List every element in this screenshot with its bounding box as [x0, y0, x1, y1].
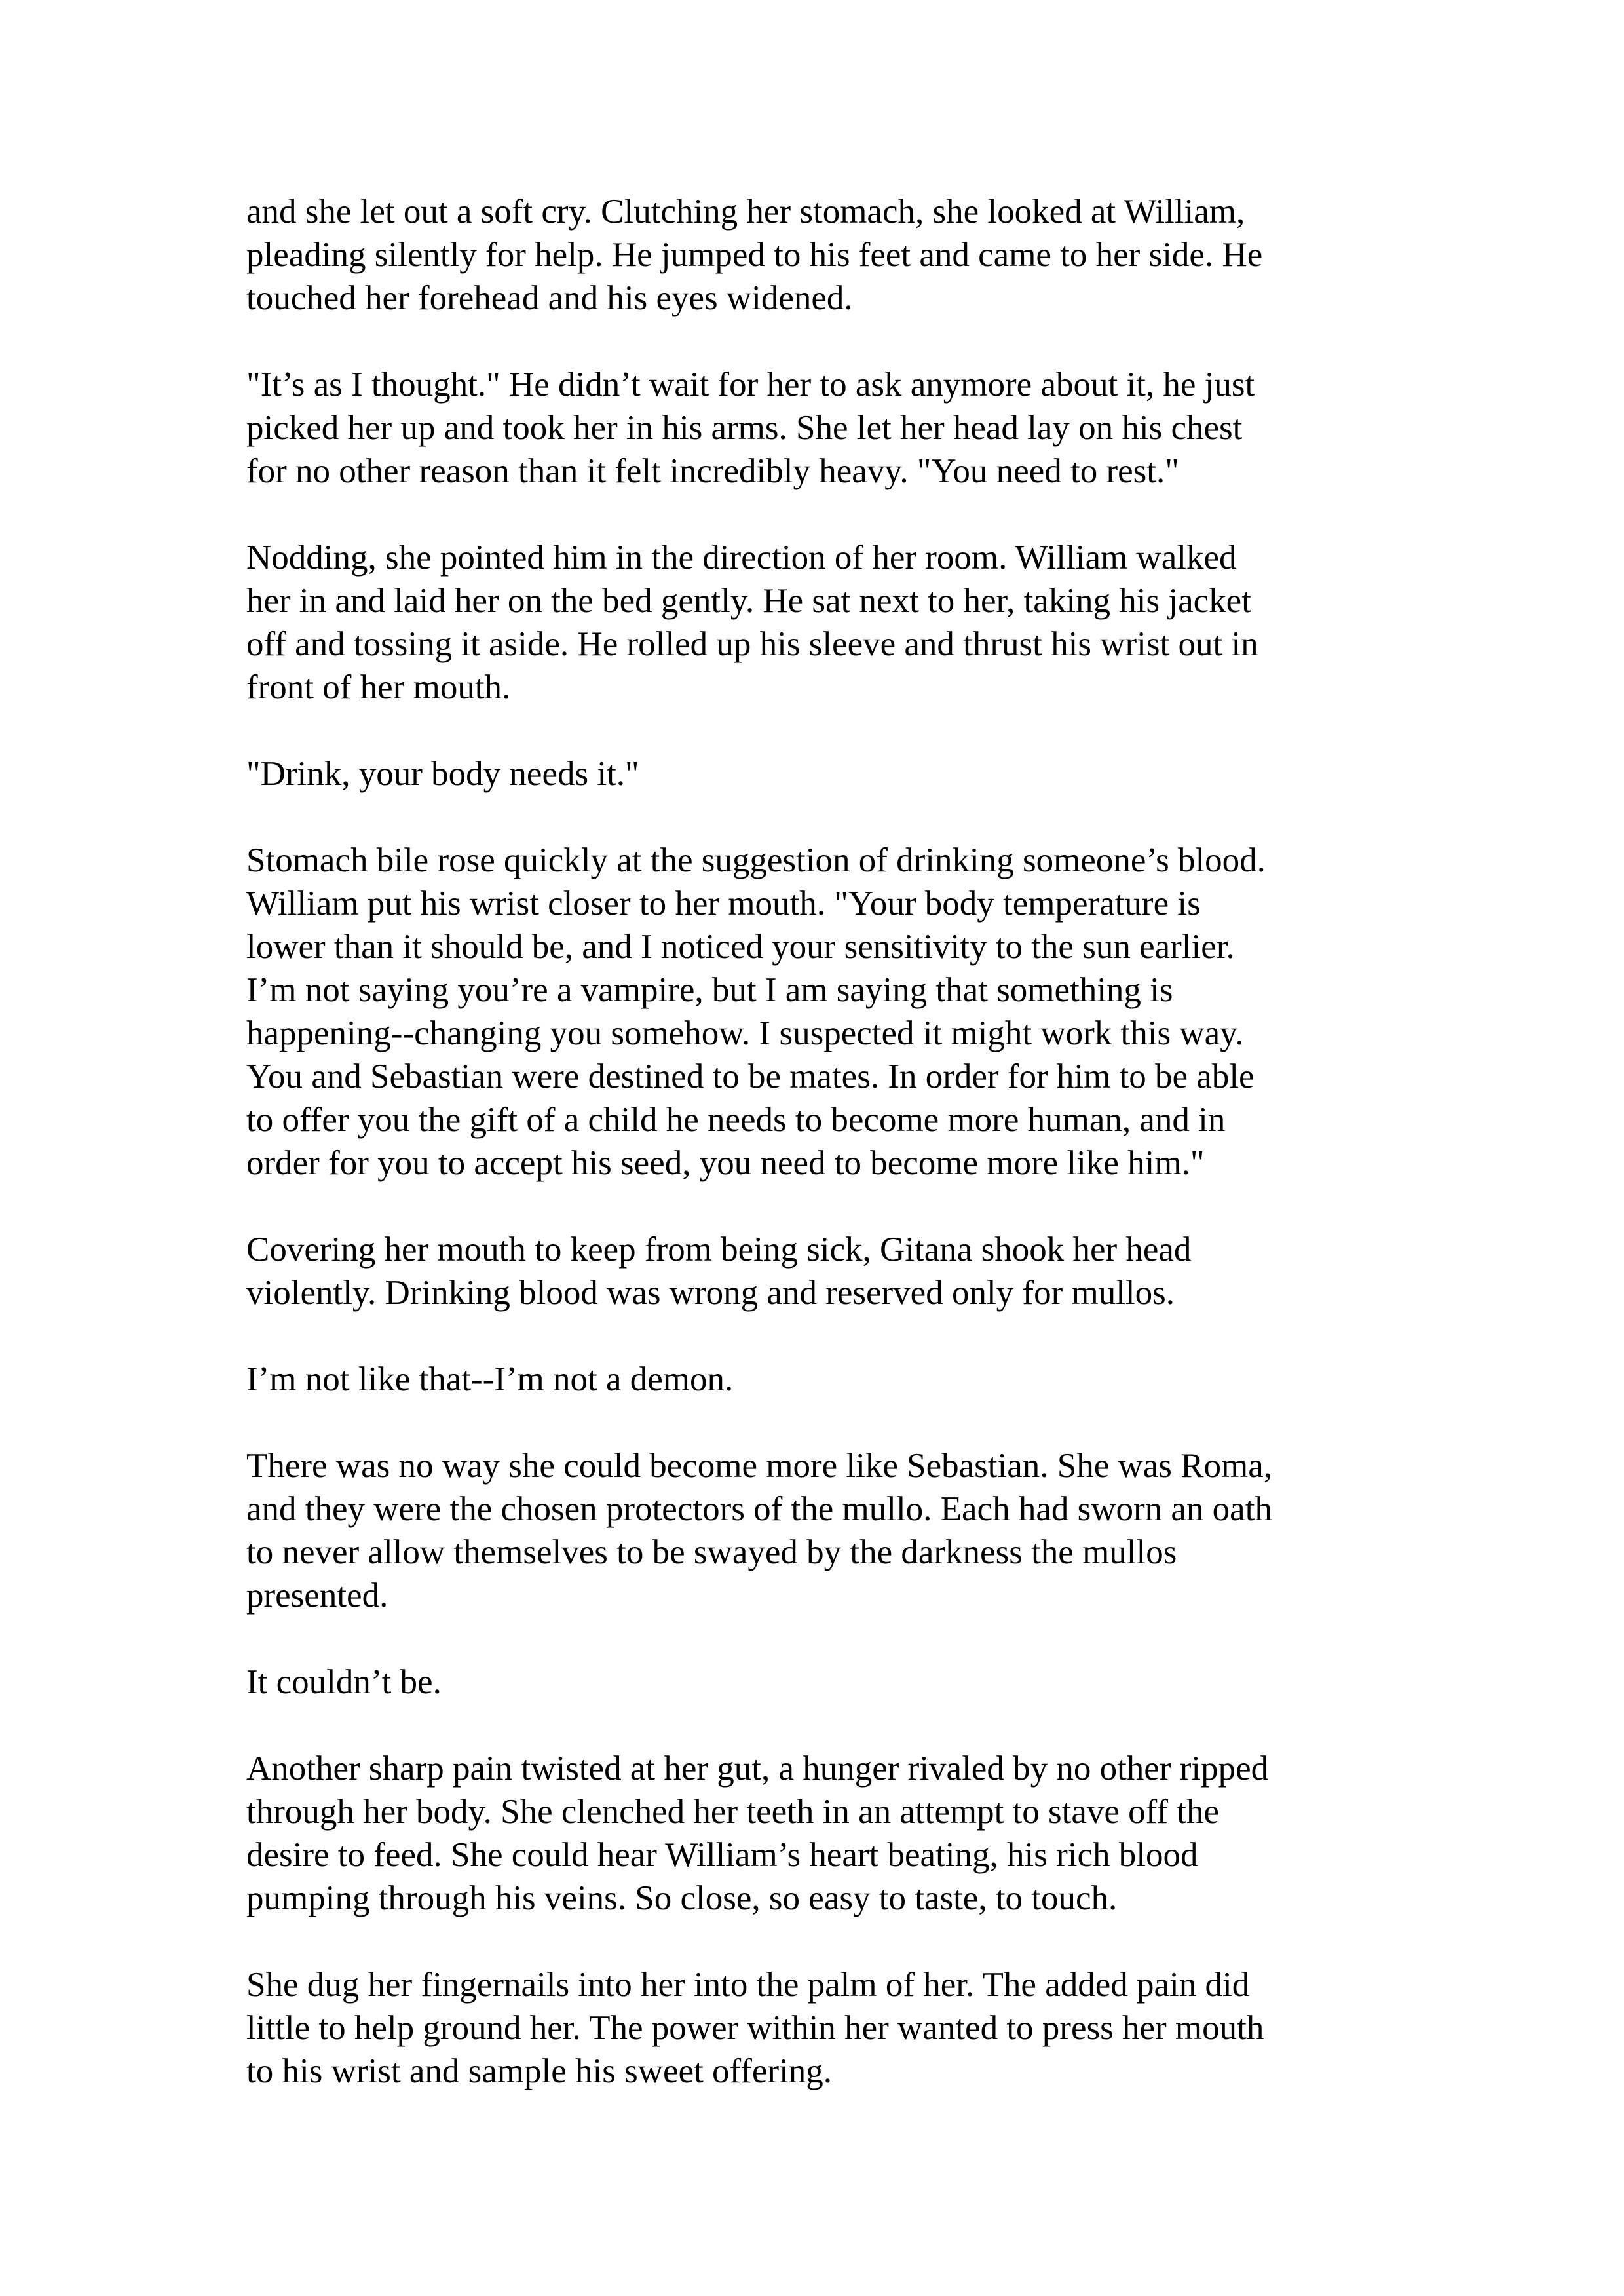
- paragraph: "It’s as I thought." He didn’t wait for her to ask anymore about it, he just picked her up and took her in his arms. She let her head lay on his chest for no other reason than it felt incredibly heavy. "You need to rest.": [246, 366, 1255, 490]
- paragraph: and she let out a soft cry. Clutching her stomach, she looked at William, pleading silently for help. He jumped to his feet and came to her side. He touched her forehead and his eyes widened.: [246, 193, 1263, 317]
- paragraph: There was no way she could become more like Sebastian. She was Roma, and they were the chosen protectors of the mullo. Each had sworn an oath to never allow themselves to be swayed by the darkness the mullos presented.: [246, 1447, 1273, 1615]
- paragraph: She dug her fingernails into her into the palm of her. The added pain did little to help ground her. The power within her wanted to press her mouth to his wrist and sample his sweet offering.: [246, 1966, 1264, 2090]
- paragraph: Covering her mouth to keep from being sick, Gitana shook her head violently. Drinking blood was wrong and reserved only for mullos.: [246, 1231, 1192, 1312]
- paragraph: Stomach bile rose quickly at the suggestion of drinking someone’s blood. William put his wrist closer to her mouth. "Your body temperature is lower than it should be, and I noticed your sensitivity to the sun earlier. I’m not saying you’re a vampire, but I am saying that something is happening--changing you somehow. I suspected it might work this way. You and Sebastian were destined to be mates. In order for him to be able to offer you the gift of a child he needs to become more human, and in order for you to accept his seed, you need to become more like him.": [246, 841, 1266, 1182]
- paragraph: It couldn’t be.: [246, 1663, 442, 1701]
- paragraph: "Drink, your body needs it.": [246, 755, 639, 793]
- paragraph: Another sharp pain twisted at her gut, a hunger rivaled by no other ripped through her body. She clenched her teeth in an attempt to stave off the desire to feed. She could hear William’s heart beating, his rich blood pumping through his veins. So close, so easy to taste, to touch.: [246, 1750, 1269, 1917]
- paragraph: Nodding, she pointed him in the direction of her room. William walked her in and laid her on the bed gently. He sat next to her, taking his jacket off and tossing it aside. He rolled up his sleeve and thrust his wrist out in front of her mouth.: [246, 539, 1258, 706]
- paragraph: I’m not like that--I’m not a demon.: [246, 1360, 734, 1398]
- body-text: [246, 190, 1399, 2093]
